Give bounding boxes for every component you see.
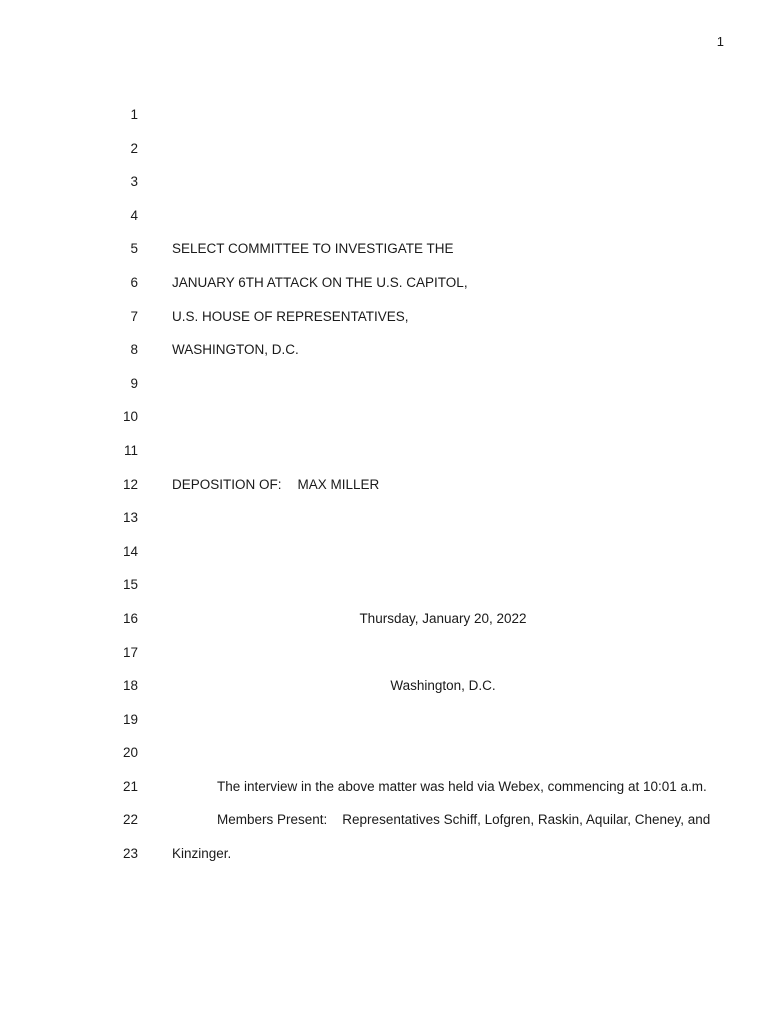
transcript-line [0, 205, 768, 239]
line-number: 10 [122, 409, 138, 425]
members-present-list: Representatives Schiff, Lofgren, Raskin, Aquilar, Cheney, and [342, 812, 711, 828]
transcript-line [0, 742, 768, 776]
line-number: 8 [130, 342, 138, 358]
transcript-line [0, 507, 768, 541]
transcript-line [0, 138, 768, 172]
transcript-line [0, 608, 768, 642]
transcript-line [0, 306, 768, 340]
members-present-continued: Kinzinger. [172, 846, 232, 862]
line-number: 7 [130, 308, 138, 324]
transcript-line [0, 541, 768, 575]
line-number: 14 [122, 543, 138, 559]
transcript-line [0, 843, 768, 877]
members-present [217, 809, 710, 831]
deponent-name: MAX MILLER [297, 476, 380, 492]
committee-name-line-1: SELECT COMMITTEE TO INVESTIGATE THE [172, 241, 454, 257]
transcript-line [0, 440, 768, 474]
line-number: 11 [123, 442, 138, 458]
line-number: 1 [130, 107, 138, 122]
line-number: 18 [122, 678, 138, 694]
transcript-line [0, 642, 768, 676]
transcript-line [0, 675, 768, 709]
line-number: 22 [122, 812, 138, 828]
page-number: 1 [716, 34, 724, 49]
line-number: 16 [122, 610, 138, 626]
committee-location: WASHINGTON, D.C. [172, 342, 299, 358]
line-number: 2 [130, 140, 138, 156]
line-number: 13 [122, 510, 138, 526]
line-number: 19 [122, 711, 138, 727]
line-number: 21 [122, 778, 138, 794]
line-number: 6 [130, 274, 138, 290]
line-number: 17 [122, 644, 138, 660]
transcript-line [0, 339, 768, 373]
transcript-line [0, 373, 768, 407]
line-number: 15 [122, 577, 138, 593]
transcript-line [0, 171, 768, 205]
transcript-body [0, 104, 768, 877]
deposition-of [172, 474, 379, 496]
line-number: 4 [130, 207, 138, 223]
line-number: 9 [130, 375, 138, 391]
deposition-location: Washington, D.C. [390, 678, 496, 694]
members-present-label: Members Present: [217, 812, 328, 828]
house-name: U.S. HOUSE OF REPRESENTATIVES, [172, 308, 409, 324]
line-number: 23 [122, 846, 138, 862]
transcript-line [0, 406, 768, 440]
line-number: 20 [122, 745, 138, 761]
line-number: 5 [130, 241, 138, 257]
transcript-line [0, 474, 768, 508]
transcript-line [0, 104, 768, 138]
interview-statement: The interview in the above matter was held via Webex, commencing at 10:01 a.m. [217, 778, 707, 794]
transcript-line [0, 574, 768, 608]
deposition-label: DEPOSITION OF: [172, 476, 282, 492]
transcript-line [0, 776, 768, 810]
transcript-line [0, 709, 768, 743]
transcript-line [0, 238, 768, 272]
deposition-date: Thursday, January 20, 2022 [359, 610, 527, 626]
line-number: 3 [130, 174, 138, 190]
line-number: 12 [122, 476, 138, 492]
transcript-line [0, 809, 768, 843]
transcript-line [0, 272, 768, 306]
committee-name-line-2: JANUARY 6TH ATTACK ON THE U.S. CAPITOL, [172, 274, 468, 290]
